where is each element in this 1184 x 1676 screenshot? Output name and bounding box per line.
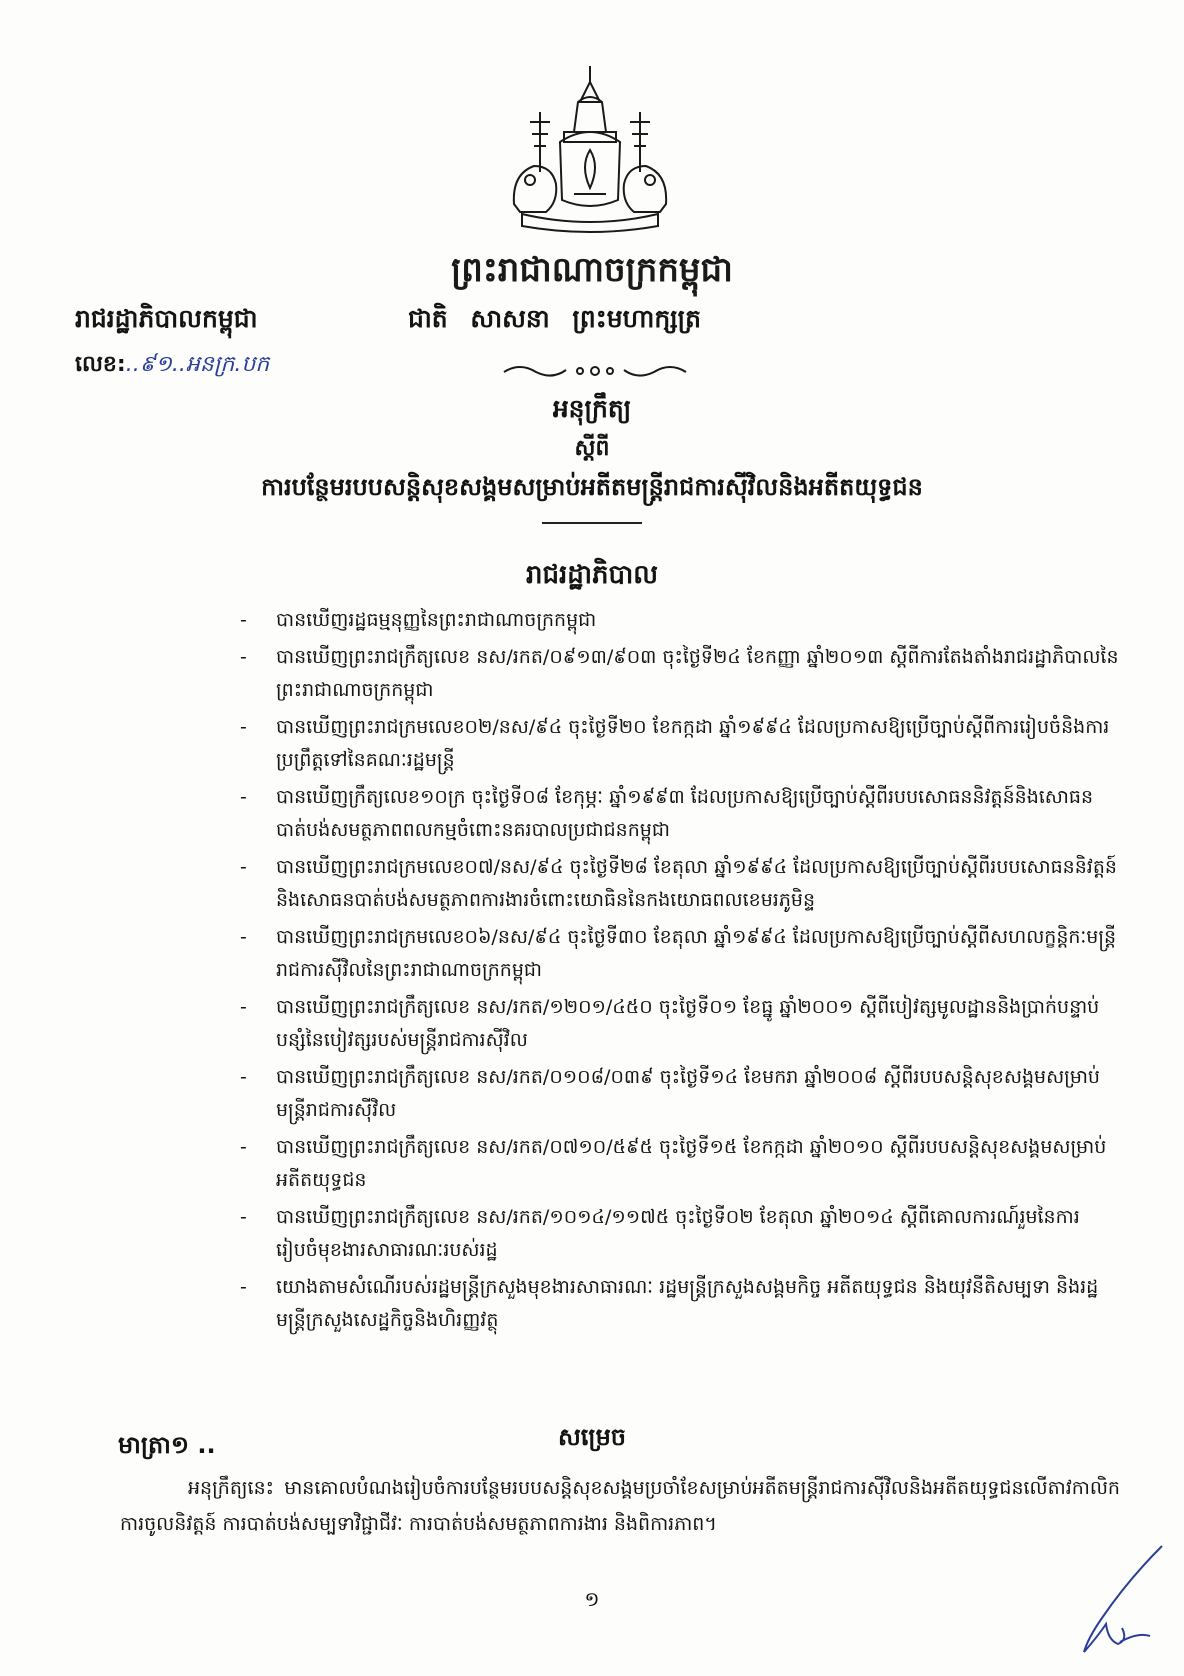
- visa-text: បានឃើញរដ្ឋធម្មនុញ្ញនៃព្រះរាជាណាចក្រកម្ពុជា: [276, 609, 597, 631]
- issuing-government: រាជរដ្ឋាភិបាលកម្ពុជា: [75, 304, 258, 333]
- list-item: [240, 851, 1120, 917]
- visa-text: បានឃើញក្រឹត្យលេខ១០ក្រ ចុះថ្ងៃទី០៨ ខែកុម្ភៈ ឆ្នាំ១៩៩៣ ដែលប្រកាសឱ្យប្រើច្បាប់ស្តីពីរបបសោធននិវត្តន៍និងសោធនបាត់បង់សមត្ថភាពពលកម្មចំពោះនគរបាលប្រជាជនកម្ពុជា: [276, 786, 1094, 841]
- visa-text: បានឃើញព្រះរាជក្រឹត្យលេខ នស/រកត/០៩១៣/៩០៣ ចុះថ្ងៃទី២៤ ខែកញ្ញា ឆ្នាំ២០១៣ ស្តីពីការតែងតាំងរាជរដ្ឋាភិបាលនៃព្រះរាជាណាចក្រកម្ពុជា: [276, 646, 1119, 701]
- list-item: [240, 921, 1120, 987]
- title-divider: [542, 522, 642, 524]
- visa-text: បានឃើញព្រះរាជក្រឹត្យលេខ នស/រកត/១២០១/៤៥០ ចុះថ្ងៃទី០១ ខែធ្នូ ឆ្នាំ២០០១ ស្តីពីបៀវត្សមូលដ្ឋាននិងប្រាក់បន្ទាប់បន្សំនៃបៀវត្សរបស់មន្ត្រីរាជការស៊ីវិល: [276, 996, 1100, 1051]
- dash-bullet: -: [240, 996, 247, 1018]
- list-item: [240, 1201, 1120, 1267]
- dash-bullet: -: [240, 1136, 247, 1158]
- document-title: ការបន្ថែមរបបសន្តិសុខសង្គមសម្រាប់អតីតមន្ត្រីរាជការស៊ីវិលនិងអតីតយុទ្ធជន: [261, 473, 923, 501]
- dash-bullet: -: [240, 856, 247, 878]
- visa-text: បានឃើញព្រះរាជក្រមលេខ០២/នស/៩៤ ចុះថ្ងៃទី២០ ខែកក្កដា ឆ្នាំ១៩៩៤ ដែលប្រកាសឱ្យប្រើច្បាប់ស្តីពីការរៀបចំនិងការប្រព្រឹត្តទៅនៃគណៈរដ្ឋមន្ត្រី: [276, 716, 1110, 771]
- kingdom-heading: ព្រះរាជាណាចក្រកម្ពុជា: [451, 250, 733, 290]
- list-item: [240, 1271, 1120, 1337]
- visa-text: បានឃើញព្រះរាជក្រមលេខ០៧/នស/៩៤ ចុះថ្ងៃទី២៨ ខែតុលា ឆ្នាំ១៩៩៤ ដែលប្រកាសឱ្យប្រើច្បាប់ស្តីពីរបបសោធននិវត្តន៍និងសោធនបាត់បង់សមត្ថភាពការងារចំពោះយោធិននៃកងយោធពលខេមរភូមិន្ទ: [276, 856, 1117, 911]
- visa-text: បានឃើញព្រះរាជក្រឹត្យលេខ នស/រកត/០១០៨/០៣៩ ចុះថ្ងៃទី១៤ ខែមករា ឆ្នាំ២០០៨ ស្តីពីរបបសន្តិសុខសង្គមសម្រាប់មន្ត្រីរាជការស៊ីវិល: [276, 1066, 1100, 1121]
- visa-text: បានឃើញព្រះរាជក្រឹត្យលេខ នស/រកត/១០១៤/១១៧៥ ចុះថ្ងៃទី០២ ខែតុលា ឆ្នាំ២០១៤ ស្តីពីគោលការណ៍រួមនៃការរៀបចំមុខងារសាធារណៈរបស់រដ្ឋ: [276, 1206, 1080, 1261]
- list-item: [240, 1061, 1120, 1127]
- article-label: មាត្រា១ ..: [118, 1431, 216, 1459]
- ornament-divider-icon: [500, 360, 690, 382]
- number-label: លេខ:: [75, 352, 126, 377]
- list-item: [240, 711, 1120, 777]
- dash-bullet: -: [240, 646, 247, 668]
- visa-text: បានឃើញព្រះរាជក្រឹត្យលេខ នស/រកត/០៧១០/៥៩៥ ចុះថ្ងៃទី១៥ ខែកក្កដា ឆ្នាំ២០១០ ស្តីពីរបបសន្តិសុខសង្គមសម្រាប់អតីតយុទ្ធជន: [276, 1136, 1107, 1191]
- government-heading: រាជរដ្ឋាភិបាល: [525, 560, 659, 590]
- royal-coat-of-arms-icon: [500, 62, 680, 238]
- dash-bullet: -: [240, 1276, 247, 1298]
- article-text: អនុក្រឹត្យនេះ មានគោលបំណងរៀបចំការបន្ថែមរបបសន្តិសុខសង្គមប្រចាំខែសម្រាប់អតីតមន្ត្រីរាជការស៊ីវិលនិងអតីតយុទ្ធជនលើតាវកាលិកការចូលនិវត្តន៍ ការបាត់បង់សម្បទាវិជ្ជាជីវៈ ការបាត់បង់សមត្ថភាពការងារ និងពិការភាព។: [120, 1477, 1120, 1535]
- document-about-label: ស្តីពី: [574, 436, 610, 461]
- national-motto: ជាតិ សាសនា ព្រះមហាក្សត្រ: [408, 304, 701, 333]
- dash-bullet: -: [240, 926, 247, 948]
- dash-bullet: -: [240, 786, 247, 808]
- list-item: [240, 781, 1120, 847]
- dash-bullet: -: [240, 1206, 247, 1228]
- document-type: អនុក្រឹត្យ: [552, 394, 632, 423]
- dash-bullet: -: [240, 716, 247, 738]
- page-number: ១: [584, 1587, 600, 1611]
- dash-bullet: -: [240, 609, 247, 631]
- list-item: [240, 641, 1120, 707]
- number-value: ..៩១..អនក្រ.បក: [125, 352, 270, 377]
- handwritten-initial-signature: [1058, 1540, 1168, 1660]
- list-item: [240, 604, 1120, 637]
- decision-heading: សម្រេច: [557, 1423, 627, 1451]
- list-item: [240, 991, 1120, 1057]
- visa-list: [240, 604, 1120, 1341]
- list-item: [240, 1131, 1120, 1197]
- document-number: [75, 350, 269, 382]
- visa-text: បានឃើញព្រះរាជក្រមលេខ០៦/នស/៩៤ ចុះថ្ងៃទី៣០ ខែតុលា ឆ្នាំ១៩៩៤ ដែលប្រកាសឱ្យប្រើច្បាប់ស្តីពីសហលក្ខន្តិកៈមន្ត្រីរាជការស៊ីវិលនៃព្រះរាជាណាចក្រកម្ពុជា: [276, 926, 1117, 981]
- dash-bullet: -: [240, 1066, 247, 1088]
- visa-text: យោងតាមសំណើរបស់រដ្ឋមន្ត្រីក្រសួងមុខងារសាធារណៈ រដ្ឋមន្ត្រីក្រសួងសង្គមកិច្ច អតីតយុទ្ធជន និងយុវនីតិសម្បទា និងរដ្ឋមន្ត្រីក្រសួងសេដ្ឋកិច្ចនិងហិរញ្ញវត្ថុ: [276, 1276, 1099, 1331]
